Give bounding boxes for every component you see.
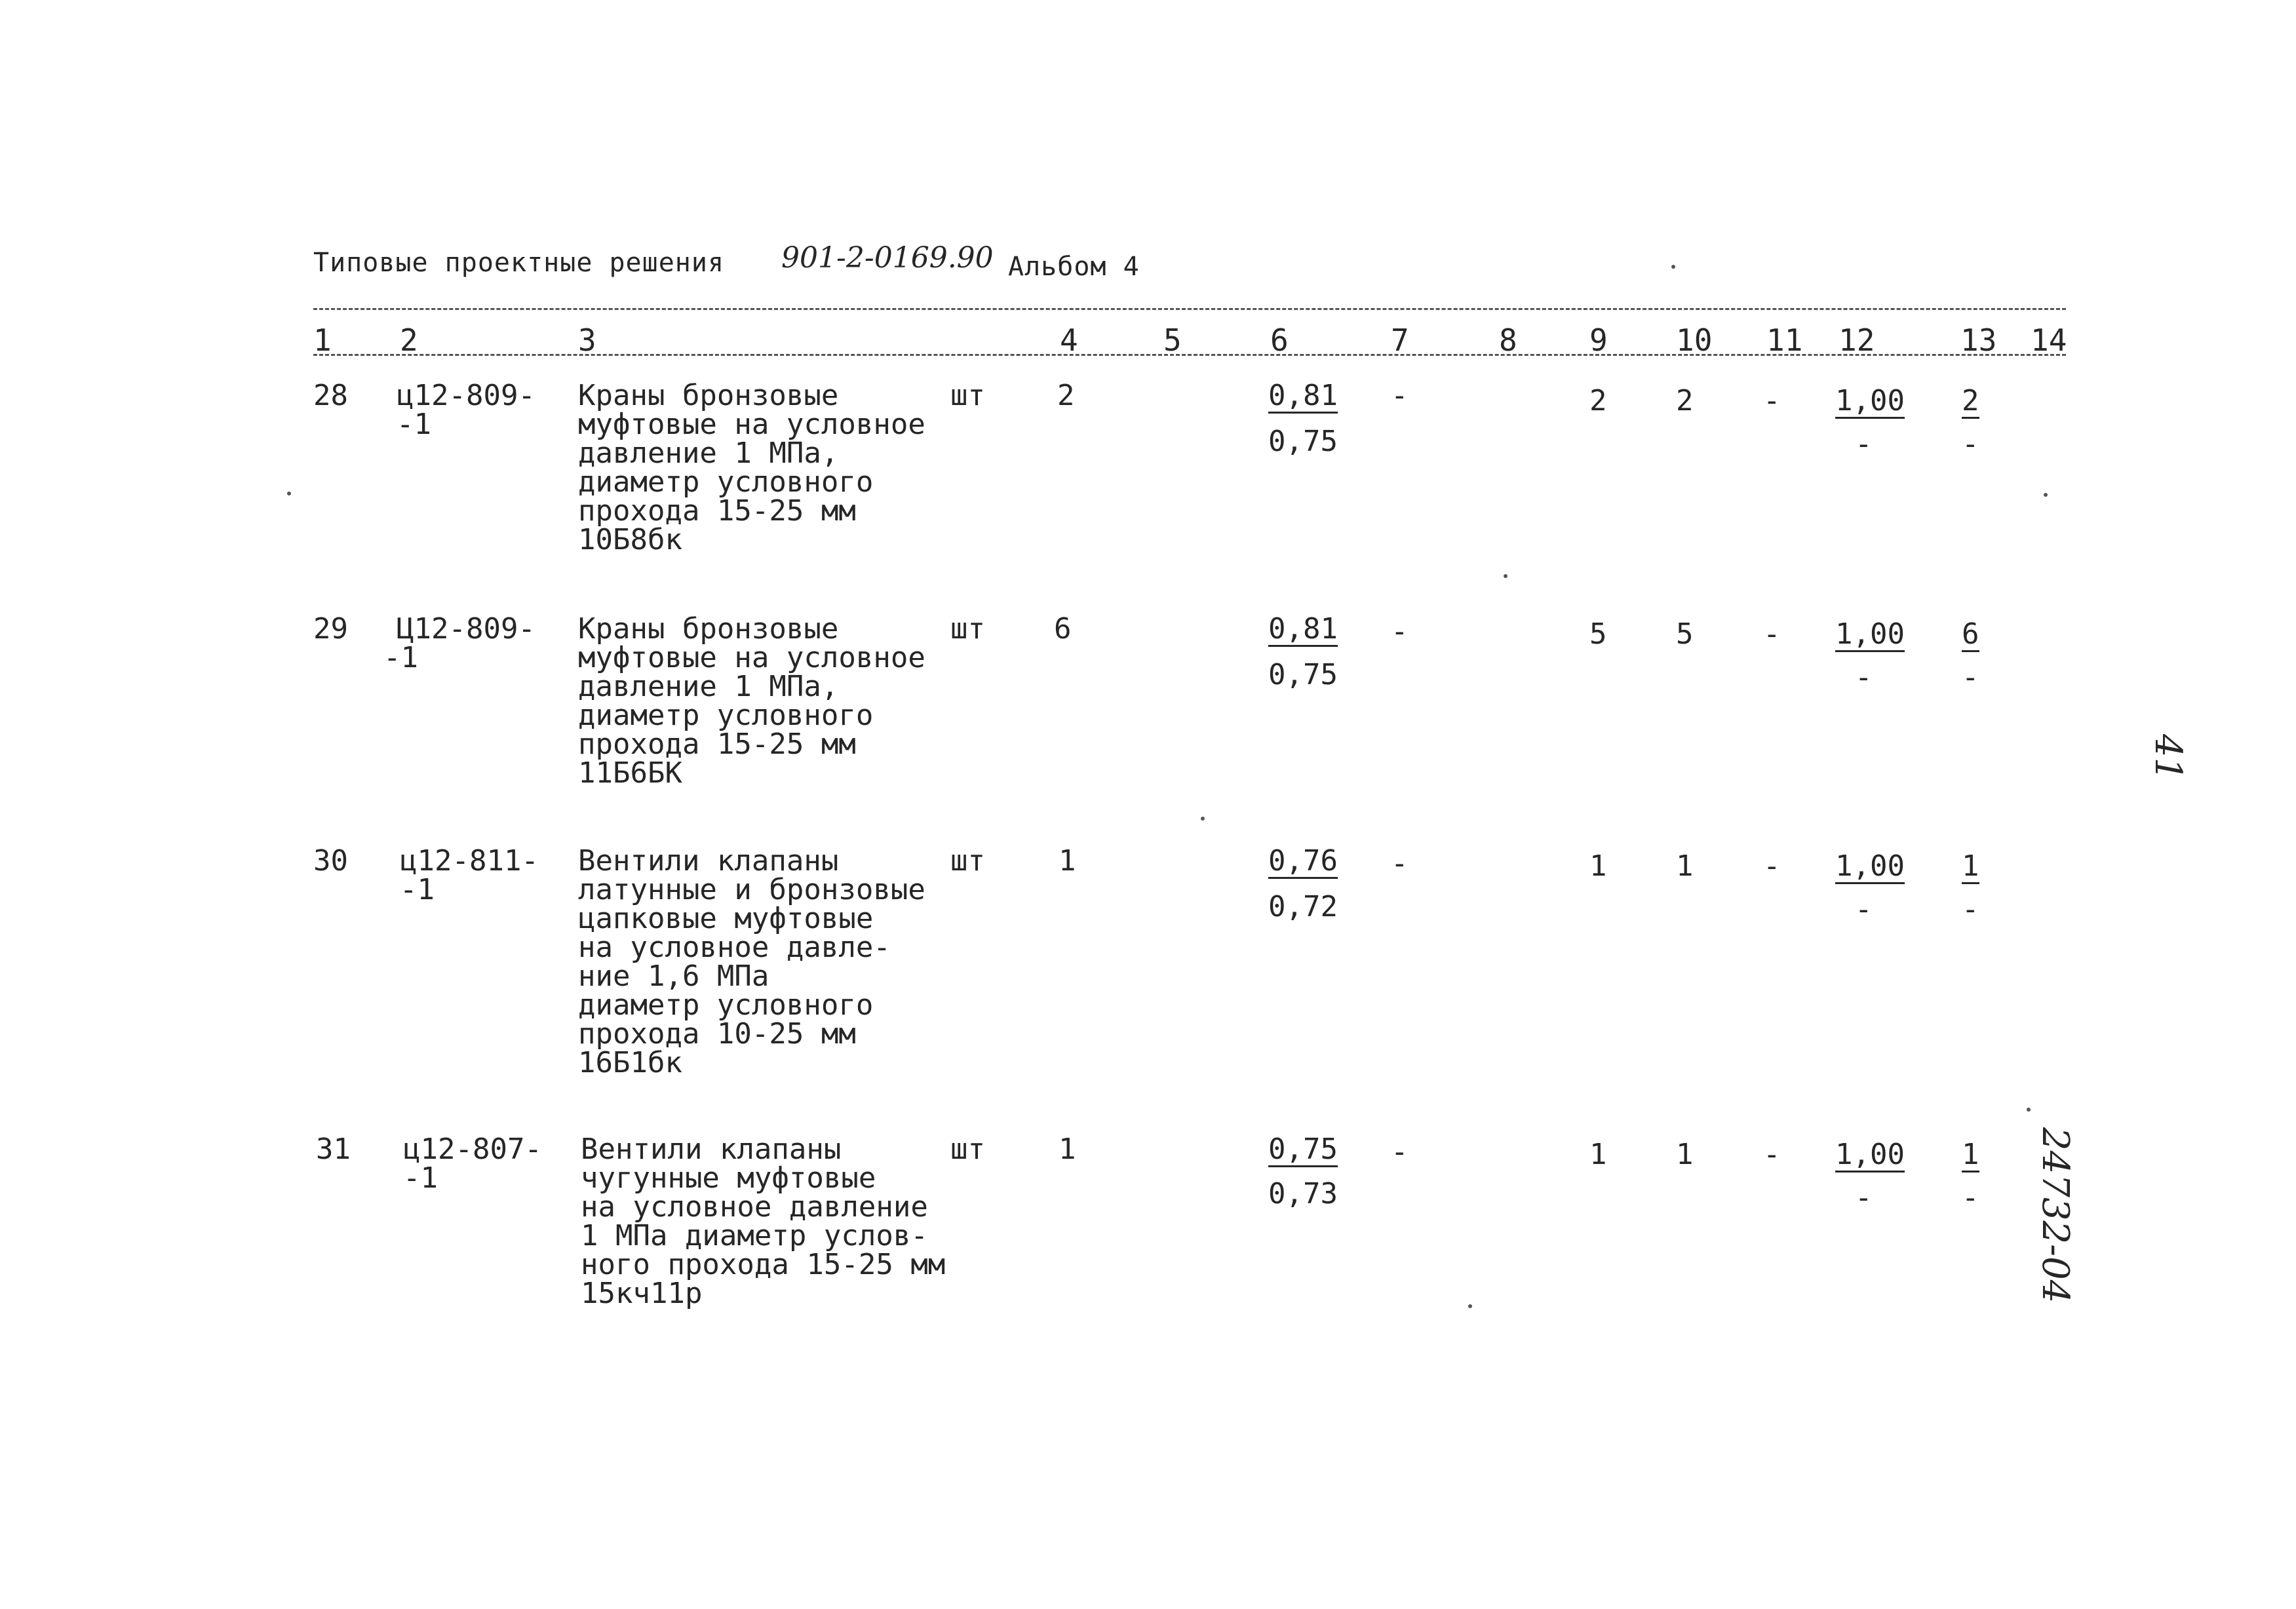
sheet-mark: 41 <box>2147 734 2189 781</box>
col10-value: 1 <box>1676 849 1694 883</box>
coefficient-bottom: 0,75 <box>1268 658 1338 691</box>
document-title: Типовые проектные решения <box>313 248 725 278</box>
description-line: 1 МПа диаметр услов- <box>581 1219 928 1252</box>
description-line: 16Б1бк <box>578 1046 682 1079</box>
coefficient-bottom: 0,72 <box>1268 890 1338 923</box>
col7-value: - <box>1391 379 1409 412</box>
description-line: Вентили клапаны <box>581 1133 842 1166</box>
column-number-13: 13 <box>1960 322 1997 358</box>
description-line: ного прохода 15-25 мм <box>581 1248 946 1281</box>
description-line: Краны бронзовые <box>578 379 839 412</box>
description-line: ние 1,6 МПа <box>578 960 769 993</box>
coefficient-top: 0,81 <box>1268 379 1338 412</box>
item-code-suffix: -1 <box>383 641 418 674</box>
unit: шт <box>950 379 985 412</box>
scan-speck <box>2027 1108 2031 1112</box>
inventory-number: 24732-04 <box>2034 1127 2076 1304</box>
coefficient-bottom: 0,75 <box>1268 425 1338 458</box>
col9-value: 1 <box>1589 1138 1607 1171</box>
description-line: Краны бронзовые <box>578 612 839 646</box>
description-line: прохода 10-25 мм <box>578 1017 856 1051</box>
quantity: 1 <box>1059 844 1076 878</box>
description-line: на условное давление <box>581 1190 928 1224</box>
quantity: 6 <box>1054 612 1072 646</box>
description-line: прохода 15-25 мм <box>578 727 856 761</box>
coefficient-bottom: 0,73 <box>1268 1177 1338 1211</box>
row-number: 28 <box>313 379 348 412</box>
col13-bottom: - <box>1962 1181 1979 1214</box>
column-number-1: 1 <box>313 322 332 358</box>
item-code: ц12-807- <box>403 1133 542 1166</box>
col7-value: - <box>1391 615 1409 648</box>
header-rule-bottom <box>313 354 2066 356</box>
col13-top: 6 <box>1962 617 1979 651</box>
scan-speck <box>287 492 291 495</box>
column-number-12: 12 <box>1839 322 1875 358</box>
row-number: 30 <box>313 844 348 878</box>
col11-value: - <box>1763 1138 1781 1171</box>
col7-value: - <box>1391 1135 1409 1169</box>
description-line: 11Б6БК <box>578 756 682 790</box>
scan-speck <box>1201 817 1205 821</box>
col11-value: - <box>1763 617 1781 651</box>
column-number-4: 4 <box>1060 322 1078 358</box>
item-description <box>578 612 925 790</box>
col9-value: 2 <box>1589 384 1607 417</box>
description-line: муфтовые на условное <box>578 641 925 674</box>
col9-value: 1 <box>1589 849 1607 883</box>
col12-top: 1,00 <box>1835 849 1905 883</box>
row-number: 31 <box>316 1133 351 1166</box>
unit: шт <box>950 612 985 646</box>
column-number-5: 5 <box>1163 322 1182 358</box>
col11-value: - <box>1763 384 1781 417</box>
col7-value: - <box>1391 847 1409 880</box>
coefficient-top: 0,81 <box>1268 612 1338 646</box>
col10-value: 2 <box>1676 384 1694 417</box>
description-line: 15кч11р <box>581 1277 703 1310</box>
description-line: чугунные муфтовые <box>581 1161 876 1195</box>
col9-value: 5 <box>1589 617 1607 651</box>
column-number-14: 14 <box>2031 322 2067 358</box>
description-line: Вентили клапаны <box>578 844 839 878</box>
description-line: на условное давле- <box>578 931 891 964</box>
description-line: муфтовые на условное <box>578 408 925 441</box>
item-code-suffix: -1 <box>400 873 435 906</box>
col11-value: - <box>1763 849 1781 883</box>
item-code: ц12-809- <box>397 379 535 412</box>
description-line: прохода 15-25 мм <box>578 494 856 528</box>
col13-top: 1 <box>1962 1138 1979 1171</box>
col12-top: 1,00 <box>1835 384 1905 417</box>
col13-bottom: - <box>1962 427 1979 461</box>
item-description <box>578 381 925 554</box>
column-number-3: 3 <box>578 322 596 358</box>
item-code: Ц12-809- <box>397 612 535 646</box>
description-line: 10Б8бк <box>578 523 682 556</box>
description-line: давление 1 МПа, <box>578 670 839 703</box>
col13-bottom: - <box>1962 893 1979 926</box>
col13-top: 1 <box>1962 849 1979 883</box>
col12-top: 1,00 <box>1835 1138 1905 1171</box>
project-code: 901-2-0169.90 <box>781 241 994 275</box>
column-number-10: 10 <box>1676 322 1713 358</box>
item-description <box>581 1135 945 1308</box>
scan-speck <box>1671 265 1675 269</box>
col12-bottom: - <box>1855 893 1873 926</box>
item-code: ц12-811- <box>400 844 539 878</box>
item-code-suffix: -1 <box>403 1161 438 1195</box>
column-number-2: 2 <box>400 322 418 358</box>
unit: шт <box>950 1133 985 1166</box>
column-number-8: 8 <box>1499 322 1517 358</box>
col10-value: 1 <box>1676 1138 1694 1171</box>
col12-bottom: - <box>1855 661 1873 694</box>
col13-bottom: - <box>1962 661 1979 694</box>
scan-speck <box>1468 1304 1472 1308</box>
col10-value: 5 <box>1676 617 1694 651</box>
description-line: давление 1 МПа, <box>578 436 839 470</box>
quantity: 1 <box>1059 1133 1076 1166</box>
description-line: диаметр условного <box>578 699 874 732</box>
column-number-11: 11 <box>1766 322 1803 358</box>
album-label: Альбом 4 <box>1008 252 1140 282</box>
item-code-suffix: -1 <box>397 408 431 441</box>
description-line: латунные и бронзовые <box>578 873 925 906</box>
unit: шт <box>950 844 985 878</box>
coefficient-top: 0,76 <box>1268 844 1338 878</box>
scan-speck <box>2044 493 2048 497</box>
column-number-7: 7 <box>1391 322 1409 358</box>
item-description <box>578 844 925 1079</box>
description-line: цапковые муфтовые <box>578 902 874 935</box>
column-number-6: 6 <box>1270 322 1289 358</box>
column-number-9: 9 <box>1589 322 1608 358</box>
description-line: диаметр условного <box>578 988 874 1022</box>
coefficient-top: 0,75 <box>1268 1133 1338 1166</box>
row-number: 29 <box>313 612 348 646</box>
header-rule-top <box>313 308 2066 310</box>
col12-bottom: - <box>1855 1181 1873 1214</box>
col12-bottom: - <box>1855 427 1873 461</box>
description-line: диаметр условного <box>578 465 874 499</box>
scan-speck <box>1504 574 1508 578</box>
col12-top: 1,00 <box>1835 617 1905 651</box>
quantity: 2 <box>1057 379 1075 412</box>
col13-top: 2 <box>1962 384 1979 417</box>
